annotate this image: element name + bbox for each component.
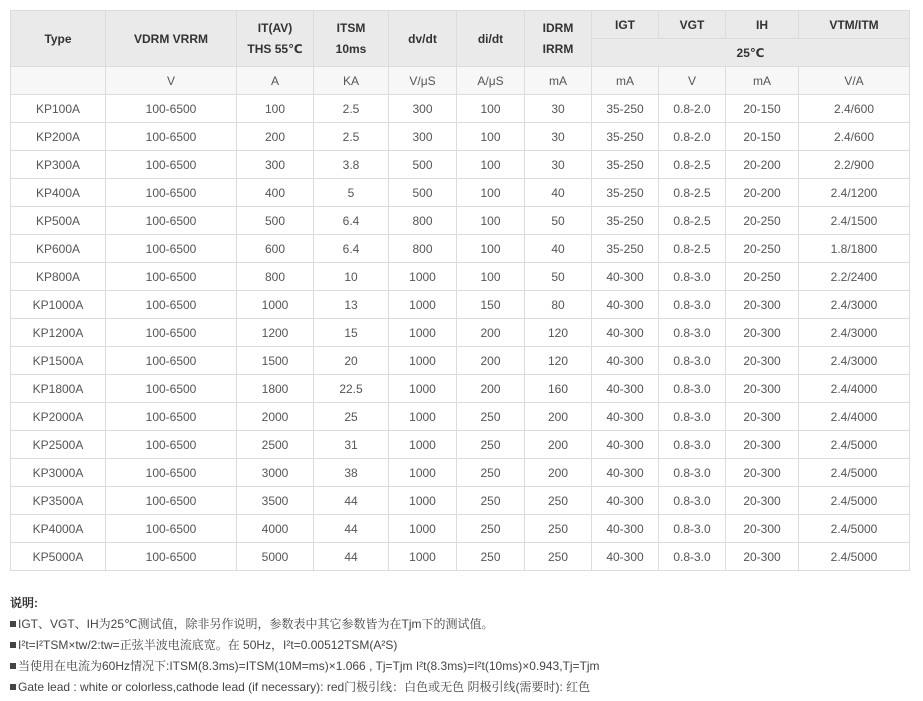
- table-cell: 15: [314, 319, 389, 347]
- table-cell: 3000: [237, 459, 314, 487]
- table-cell: 35-250: [592, 95, 659, 123]
- header-type: Type: [11, 11, 106, 67]
- table-cell: 800: [389, 207, 457, 235]
- table-cell: 2.4/5000: [799, 431, 910, 459]
- header-itsm: [314, 11, 389, 67]
- table-cell: 250: [457, 487, 525, 515]
- table-cell: 1000: [389, 347, 457, 375]
- header-ih: IH: [726, 11, 799, 39]
- table-cell: 50: [525, 207, 592, 235]
- table-cell: 44: [314, 487, 389, 515]
- note-text: IGT、VGT、IH为25℃测试值，除非另作说明，参数表中其它参数皆为在Tjm下的测试值。: [18, 617, 494, 631]
- model-type-cell: KP3000A: [11, 459, 106, 487]
- model-type-cell: KP1200A: [11, 319, 106, 347]
- table-cell: 600: [237, 235, 314, 263]
- header-igt: IGT: [592, 11, 659, 39]
- model-type-cell: KP500A: [11, 207, 106, 235]
- header-vgt: VGT: [659, 11, 726, 39]
- model-type-cell: KP600A: [11, 235, 106, 263]
- table-cell: 100: [457, 123, 525, 151]
- table-cell: 250: [525, 515, 592, 543]
- table-cell: 2.4/1500: [799, 207, 910, 235]
- table-cell: 150: [457, 291, 525, 319]
- model-type-cell: KP2000A: [11, 403, 106, 431]
- table-cell: 300: [389, 95, 457, 123]
- table-cell: 35-250: [592, 207, 659, 235]
- table-cell: 200: [525, 403, 592, 431]
- table-cell: 100-6500: [106, 515, 237, 543]
- table-row: [11, 431, 910, 459]
- table-cell: 40-300: [592, 319, 659, 347]
- header-didt: di/dt: [457, 11, 525, 67]
- table-cell: 2.5: [314, 123, 389, 151]
- table-row: [11, 347, 910, 375]
- table-cell: 200: [457, 347, 525, 375]
- table-cell: 100: [457, 263, 525, 291]
- table-row: [11, 403, 910, 431]
- table-cell: 2.4/5000: [799, 459, 910, 487]
- table-cell: 20-300: [726, 459, 799, 487]
- table-cell: 2.5: [314, 95, 389, 123]
- table-cell: 20-300: [726, 515, 799, 543]
- table-cell: 500: [389, 151, 457, 179]
- model-type-cell: KP2500A: [11, 431, 106, 459]
- table-cell: 20-300: [726, 291, 799, 319]
- table-cell: 250: [457, 459, 525, 487]
- table-cell: 5: [314, 179, 389, 207]
- table-row: [11, 543, 910, 571]
- header-dvdt: dv/dt: [389, 11, 457, 67]
- table-row: [11, 207, 910, 235]
- table-cell: 20-300: [726, 487, 799, 515]
- table-cell: 1000: [389, 403, 457, 431]
- table-cell: 0.8-3.0: [659, 319, 726, 347]
- table-cell: 250: [457, 403, 525, 431]
- table-cell: 100-6500: [106, 179, 237, 207]
- bullet-square-icon: [10, 684, 16, 690]
- table-row: [11, 291, 910, 319]
- table-cell: 0.8-3.0: [659, 375, 726, 403]
- table-cell: 1000: [389, 431, 457, 459]
- table-cell: 2.4/3000: [799, 319, 910, 347]
- table-cell: 20-300: [726, 319, 799, 347]
- table-cell: 40-300: [592, 431, 659, 459]
- model-type-cell: KP300A: [11, 151, 106, 179]
- table-cell: 100-6500: [106, 235, 237, 263]
- table-cell: 50: [525, 263, 592, 291]
- table-row: [11, 459, 910, 487]
- table-cell: 40-300: [592, 347, 659, 375]
- note-line: [10, 677, 910, 698]
- table-row: [11, 263, 910, 291]
- table-cell: 100-6500: [106, 459, 237, 487]
- table-cell: 100-6500: [106, 347, 237, 375]
- unit-cell: V: [106, 67, 237, 95]
- table-cell: 0.8-3.0: [659, 543, 726, 571]
- header-itsm-line2: 10ms: [335, 41, 367, 56]
- table-body: [11, 67, 910, 571]
- table-cell: 0.8-2.5: [659, 151, 726, 179]
- table-cell: 0.8-3.0: [659, 459, 726, 487]
- table-cell: 1.8/1800: [799, 235, 910, 263]
- unit-cell: KA: [314, 67, 389, 95]
- table-cell: 250: [457, 543, 525, 571]
- model-type-cell: KP200A: [11, 123, 106, 151]
- table-cell: 35-250: [592, 179, 659, 207]
- table-cell: 100-6500: [106, 375, 237, 403]
- table-row: [11, 123, 910, 151]
- table-cell: 20-150: [726, 123, 799, 151]
- header-itav-line2: THS 55℃: [247, 41, 303, 56]
- note-line: [10, 614, 910, 635]
- table-cell: 500: [389, 179, 457, 207]
- table-cell: 200: [457, 319, 525, 347]
- table-cell: 2000: [237, 403, 314, 431]
- table-cell: 0.8-2.5: [659, 207, 726, 235]
- table-cell: 500: [237, 207, 314, 235]
- header-vdrm-vrrm: VDRM VRRM: [106, 11, 237, 67]
- table-cell: 100-6500: [106, 319, 237, 347]
- table-cell: 6.4: [314, 235, 389, 263]
- table-cell: 100: [457, 235, 525, 263]
- table-cell: 100-6500: [106, 487, 237, 515]
- model-type-cell: KP1800A: [11, 375, 106, 403]
- table-cell: 40-300: [592, 403, 659, 431]
- table-cell: 100-6500: [106, 431, 237, 459]
- table-cell: 0.8-3.0: [659, 291, 726, 319]
- table-row: [11, 179, 910, 207]
- model-type-cell: KP100A: [11, 95, 106, 123]
- table-cell: 44: [314, 543, 389, 571]
- note-line: [10, 635, 910, 656]
- table-cell: 100-6500: [106, 263, 237, 291]
- table-cell: 800: [389, 235, 457, 263]
- unit-cell: mA: [726, 67, 799, 95]
- model-type-cell: KP1000A: [11, 291, 106, 319]
- table-row: [11, 95, 910, 123]
- table-cell: 0.8-2.5: [659, 179, 726, 207]
- model-type-cell: KP400A: [11, 179, 106, 207]
- model-type-cell: KP5000A: [11, 543, 106, 571]
- table-cell: 1200: [237, 319, 314, 347]
- header-itav: [237, 11, 314, 67]
- note-text: 当使用在电流为60Hz情况下:ITSM(8.3ms)=ITSM(10M=ms)×1.066 , Tj=Tjm I²t(8.3ms)=I²t(10ms)×0.943,Tj=Tjm: [18, 659, 600, 673]
- table-cell: 20-300: [726, 543, 799, 571]
- table-cell: 20-200: [726, 151, 799, 179]
- table-cell: 2.4/5000: [799, 515, 910, 543]
- table-cell: 1000: [237, 291, 314, 319]
- table-cell: 22.5: [314, 375, 389, 403]
- table-cell: 0.8-2.0: [659, 123, 726, 151]
- table-cell: 250: [457, 515, 525, 543]
- table-cell: 100-6500: [106, 543, 237, 571]
- table-cell: 2500: [237, 431, 314, 459]
- table-cell: 0.8-3.0: [659, 403, 726, 431]
- table-row: [11, 515, 910, 543]
- table-cell: 40-300: [592, 543, 659, 571]
- table-header: [11, 11, 910, 67]
- table-cell: 100: [457, 151, 525, 179]
- unit-cell: V: [659, 67, 726, 95]
- table-cell: 2.4/4000: [799, 403, 910, 431]
- table-cell: 1000: [389, 487, 457, 515]
- table-cell: 2.4/5000: [799, 543, 910, 571]
- table-cell: 2.4/4000: [799, 375, 910, 403]
- table-cell: 2.2/900: [799, 151, 910, 179]
- table-cell: 200: [237, 123, 314, 151]
- header-vtm-itm: VTM/ITM: [799, 11, 910, 39]
- table-cell: 2.4/600: [799, 123, 910, 151]
- table-cell: 250: [525, 487, 592, 515]
- header-idrm: [525, 11, 592, 67]
- header-test-temperature: 25℃: [592, 39, 910, 67]
- table-cell: 2.4/5000: [799, 487, 910, 515]
- table-cell: 200: [457, 375, 525, 403]
- notes-section: [10, 593, 910, 698]
- table-cell: 2.2/2400: [799, 263, 910, 291]
- table-cell: 40-300: [592, 375, 659, 403]
- table-cell: 100-6500: [106, 291, 237, 319]
- model-type-cell: KP4000A: [11, 515, 106, 543]
- table-cell: 0.8-3.0: [659, 515, 726, 543]
- table-cell: 100: [457, 179, 525, 207]
- table-cell: 0.8-2.0: [659, 95, 726, 123]
- note-line: [10, 656, 910, 677]
- table-cell: 1000: [389, 263, 457, 291]
- table-cell: 20-300: [726, 375, 799, 403]
- table-cell: 80: [525, 291, 592, 319]
- table-cell: 800: [237, 263, 314, 291]
- table-cell: 20-300: [726, 347, 799, 375]
- table-cell: 20-250: [726, 263, 799, 291]
- table-cell: 40-300: [592, 263, 659, 291]
- model-type-cell: KP3500A: [11, 487, 106, 515]
- table-cell: 3.8: [314, 151, 389, 179]
- unit-cell: mA: [525, 67, 592, 95]
- unit-cell: A: [237, 67, 314, 95]
- bullet-square-icon: [10, 621, 16, 627]
- table-cell: 3500: [237, 487, 314, 515]
- table-cell: 120: [525, 347, 592, 375]
- table-cell: 1000: [389, 319, 457, 347]
- table-row: [11, 487, 910, 515]
- table-cell: 40-300: [592, 487, 659, 515]
- table-cell: 6.4: [314, 207, 389, 235]
- table-cell: 20-300: [726, 403, 799, 431]
- table-cell: 30: [525, 151, 592, 179]
- table-cell: 10: [314, 263, 389, 291]
- table-cell: 35-250: [592, 235, 659, 263]
- table-cell: 20-300: [726, 431, 799, 459]
- note-text: I²t=I²TSM×tw/2:tw=正弦半波电流底宽。在 50Hz，I²t=0.00512TSM(A²S): [18, 638, 398, 652]
- table-cell: 0.8-3.0: [659, 263, 726, 291]
- table-cell: 300: [389, 123, 457, 151]
- bullet-square-icon: [10, 642, 16, 648]
- table-cell: 100-6500: [106, 123, 237, 151]
- table-cell: 40-300: [592, 291, 659, 319]
- unit-cell: A/μS: [457, 67, 525, 95]
- table-cell: 0.8-3.0: [659, 431, 726, 459]
- table-cell: 400: [237, 179, 314, 207]
- table-cell: 160: [525, 375, 592, 403]
- table-cell: 30: [525, 95, 592, 123]
- notes-title: 说明:: [10, 596, 38, 610]
- table-cell: 120: [525, 319, 592, 347]
- header-itsm-line1: ITSM: [336, 20, 366, 35]
- table-cell: 1000: [389, 543, 457, 571]
- unit-cell: [11, 67, 106, 95]
- table-cell: 35-250: [592, 151, 659, 179]
- table-cell: 20-250: [726, 207, 799, 235]
- table-cell: 38: [314, 459, 389, 487]
- table-cell: 20: [314, 347, 389, 375]
- table-cell: 31: [314, 431, 389, 459]
- table-cell: 20-200: [726, 179, 799, 207]
- model-type-cell: KP1500A: [11, 347, 106, 375]
- table-cell: 250: [525, 543, 592, 571]
- note-text: Gate lead : white or colorless,cathode lead (if necessary): red门极引线：白色或无色 阴极引线(需要时): 红色: [18, 680, 591, 694]
- spec-table-container: [10, 10, 909, 571]
- table-row: [11, 375, 910, 403]
- table-cell: 200: [525, 431, 592, 459]
- table-cell: 2.4/600: [799, 95, 910, 123]
- header-idrm-line2: IRRM: [542, 41, 574, 56]
- table-cell: 100: [457, 95, 525, 123]
- table-cell: 250: [457, 431, 525, 459]
- units-row: [11, 67, 910, 95]
- thyristor-spec-table: [10, 10, 910, 571]
- table-row: [11, 319, 910, 347]
- table-row: [11, 235, 910, 263]
- table-cell: 1000: [389, 515, 457, 543]
- table-cell: 1800: [237, 375, 314, 403]
- table-cell: 100: [457, 207, 525, 235]
- table-cell: 5000: [237, 543, 314, 571]
- table-cell: 40: [525, 235, 592, 263]
- table-cell: 100-6500: [106, 207, 237, 235]
- table-cell: 2.4/1200: [799, 179, 910, 207]
- table-cell: 1500: [237, 347, 314, 375]
- table-cell: 40-300: [592, 515, 659, 543]
- unit-cell: mA: [592, 67, 659, 95]
- table-cell: 13: [314, 291, 389, 319]
- table-cell: 30: [525, 123, 592, 151]
- table-cell: 1000: [389, 459, 457, 487]
- table-cell: 44: [314, 515, 389, 543]
- table-cell: 40: [525, 179, 592, 207]
- table-cell: 35-250: [592, 123, 659, 151]
- table-cell: 0.8-3.0: [659, 487, 726, 515]
- table-cell: 100: [237, 95, 314, 123]
- table-cell: 20-250: [726, 235, 799, 263]
- table-cell: 100-6500: [106, 95, 237, 123]
- table-cell: 300: [237, 151, 314, 179]
- table-cell: 40-300: [592, 459, 659, 487]
- header-idrm-line1: IDRM: [542, 20, 574, 35]
- table-cell: 1000: [389, 375, 457, 403]
- table-cell: 20-150: [726, 95, 799, 123]
- model-type-cell: KP800A: [11, 263, 106, 291]
- table-row: [11, 151, 910, 179]
- table-cell: 4000: [237, 515, 314, 543]
- table-cell: 2.4/3000: [799, 291, 910, 319]
- header-itav-line1: IT(AV): [257, 20, 293, 35]
- bullet-square-icon: [10, 663, 16, 669]
- table-cell: 100-6500: [106, 151, 237, 179]
- table-cell: 2.4/3000: [799, 347, 910, 375]
- table-cell: 1000: [389, 291, 457, 319]
- table-cell: 200: [525, 459, 592, 487]
- table-cell: 100-6500: [106, 403, 237, 431]
- table-cell: 25: [314, 403, 389, 431]
- table-cell: 0.8-3.0: [659, 347, 726, 375]
- unit-cell: V/A: [799, 67, 910, 95]
- table-cell: 0.8-2.5: [659, 235, 726, 263]
- unit-cell: V/μS: [389, 67, 457, 95]
